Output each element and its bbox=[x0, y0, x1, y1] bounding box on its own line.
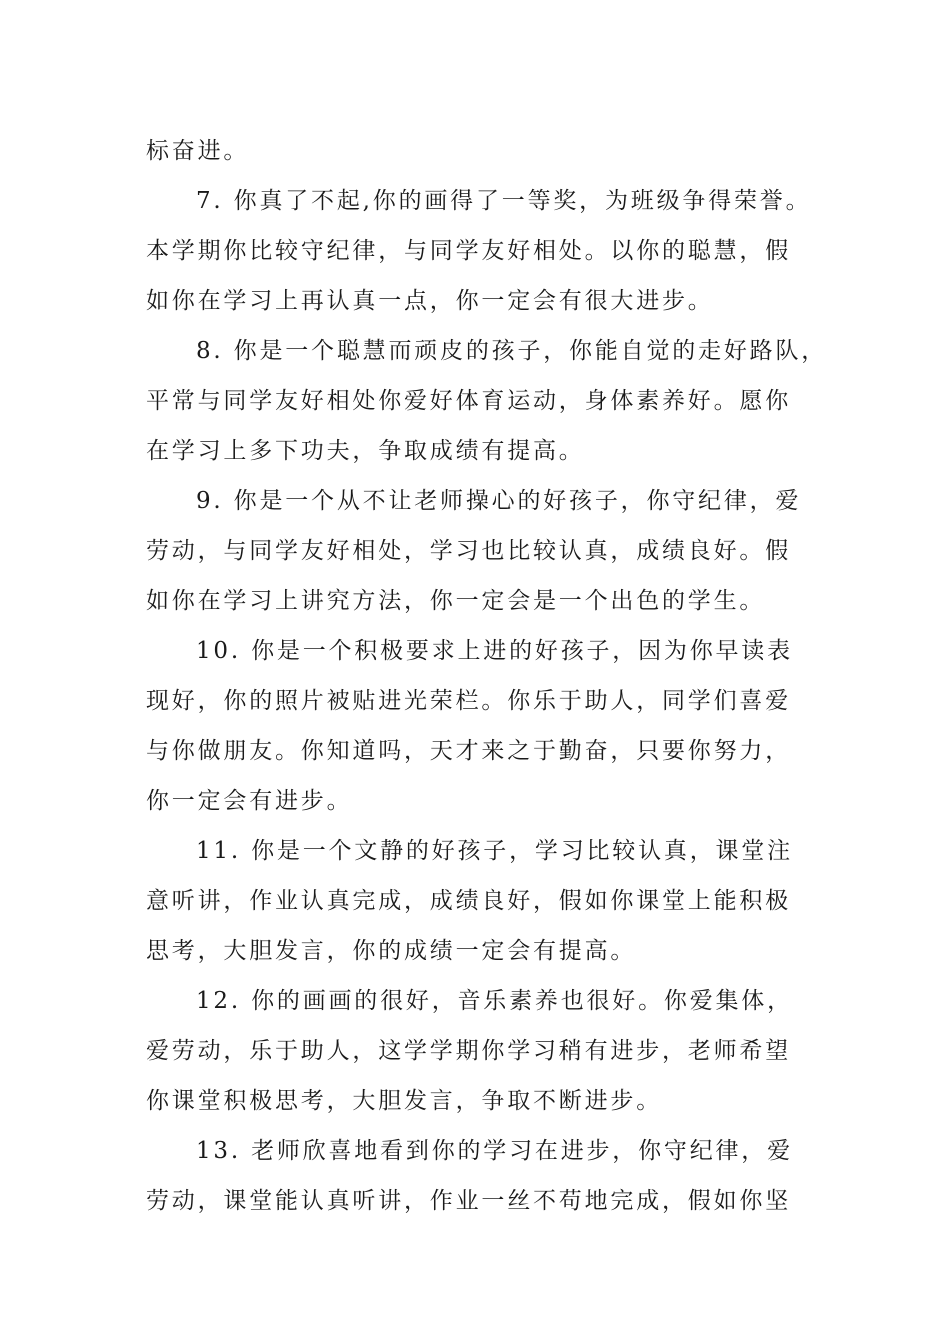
text-line: 劳动，与同学友好相处，学习也比较认真，成绩良好。假 bbox=[146, 538, 791, 564]
text-line: 标奋进。 bbox=[146, 138, 250, 164]
text-line: 如你在学习上再认真一点，你一定会有很大进步。 bbox=[146, 288, 714, 314]
text-line: 意听讲，作业认真完成，成绩良好，假如你课堂上能积极 bbox=[146, 888, 791, 914]
paragraph-12-first-line: 12. 你的画画的很好，音乐素养也很好。你爱集体， bbox=[196, 988, 793, 1014]
text-line: 劳动，课堂能认真听讲，作业一丝不苟地完成，假如你坚 bbox=[146, 1188, 791, 1214]
text-line: 爱劳动，乐于助人，这学学期你学习稍有进步，老师希望 bbox=[146, 1038, 791, 1064]
paragraph-8-first-line: 8. 你是一个聪慧而顽皮的孩子，你能自觉的走好路队， bbox=[196, 338, 828, 364]
text-line: 在学习上多下功夫，争取成绩有提高。 bbox=[146, 438, 585, 464]
text-line: 与你做朋友。你知道吗，天才来之于勤奋，只要你努力， bbox=[146, 738, 791, 764]
paragraph-9-first-line: 9. 你是一个从不让老师操心的好孩子，你守纪律，爱 bbox=[196, 488, 802, 514]
text-line: 本学期你比较守纪律，与同学友好相处。以你的聪慧，假 bbox=[146, 238, 791, 264]
paragraph-10-first-line: 10. 你是一个积极要求上进的好孩子，因为你早读表 bbox=[196, 638, 793, 664]
paragraph-13-first-line: 13. 老师欣喜地看到你的学习在进步，你守纪律，爱 bbox=[196, 1138, 793, 1164]
paragraph-11-first-line: 11. 你是一个文静的好孩子，学习比较认真，课堂注 bbox=[196, 838, 793, 864]
text-line: 现好，你的照片被贴进光荣栏。你乐于助人，同学们喜爱 bbox=[146, 688, 791, 714]
text-line: 平常与同学友好相处你爱好体育运动，身体素养好。愿你 bbox=[146, 388, 791, 414]
text-line: 思考，大胆发言，你的成绩一定会有提高。 bbox=[146, 938, 637, 964]
text-line: 你一定会有进步。 bbox=[146, 788, 353, 814]
paragraph-7-first-line: 7. 你真了不起,你的画得了一等奖，为班级争得荣誉。 bbox=[196, 188, 812, 214]
text-line: 如你在学习上讲究方法，你一定会是一个出色的学生。 bbox=[146, 588, 766, 614]
text-line: 你课堂积极思考，大胆发言，争取不断进步。 bbox=[146, 1088, 662, 1114]
